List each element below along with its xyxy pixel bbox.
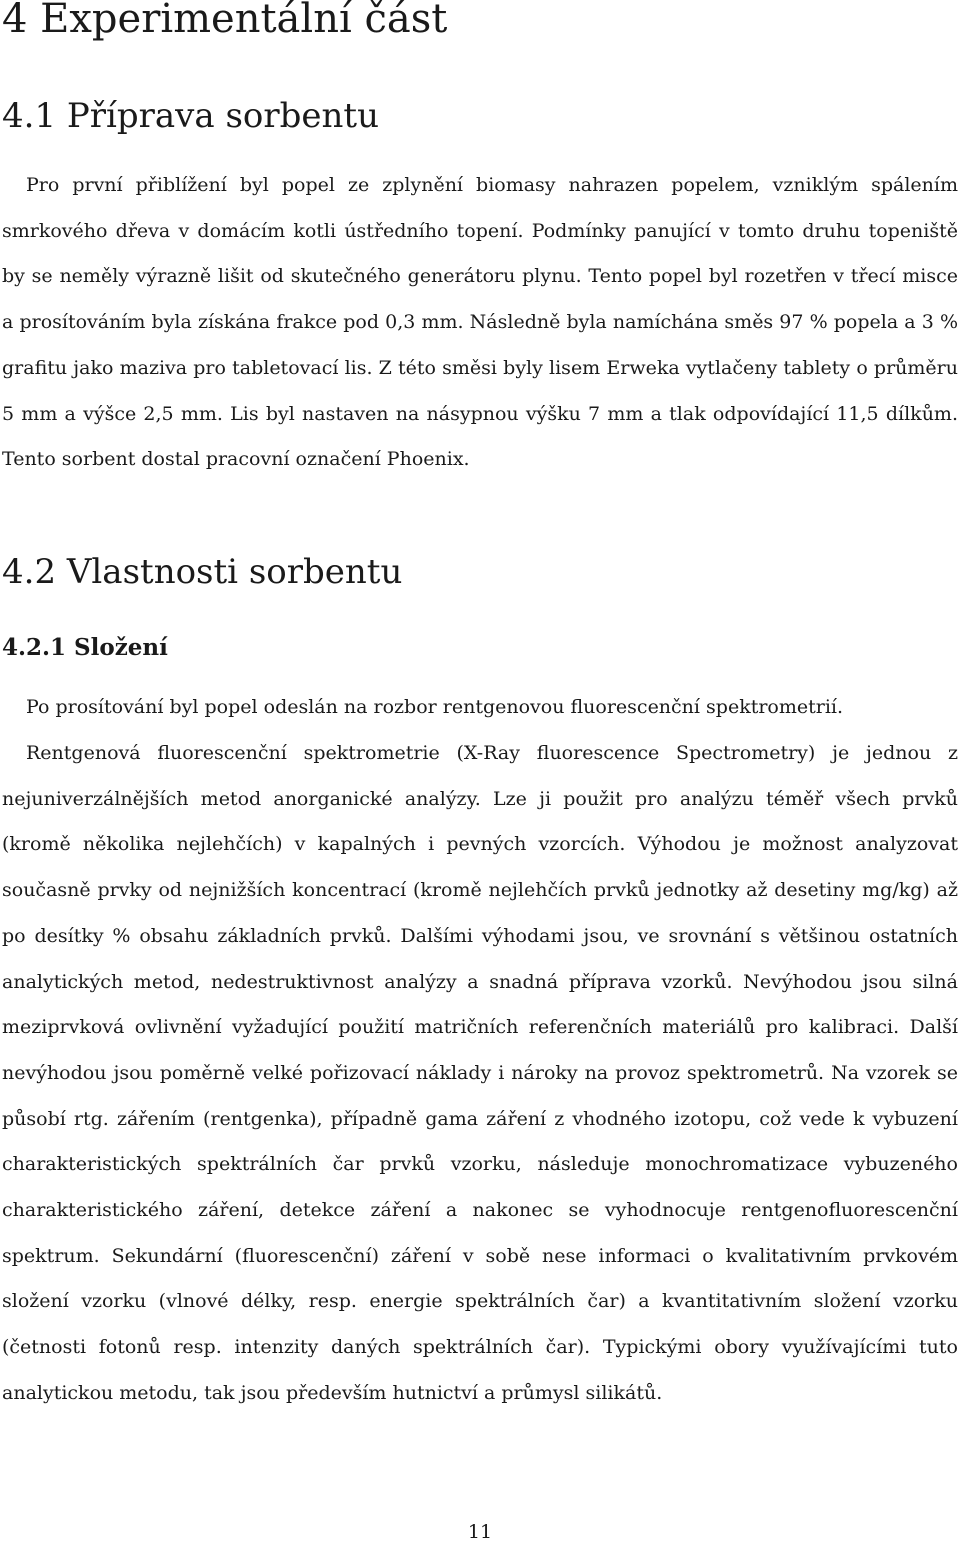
paragraph-sorbent-preparation: Pro první přiblížení byl popel ze zplynění biomasy nahrazen popelem, vzniklým spálením smrkového dřeva v domácím kotli ústředního topení. Podmínky panující v tomto druhu topeniště by se neměly výrazně lišit od skutečného generátoru plynu. Tento popel byl rozetřen v třecí misce a prosítováním byla získána frakce pod 0,3 mm. Následně byla namíchána směs 97 % popela a 3 % grafitu jako maziva pro tabletovací lis. Z této směsi byly lisem Erweka vytlačeny tablety o průměru 5 mm a výšce 2,5 mm. Lis byl nastaven na násypnou výšku 7 mm a tlak odpovídající 11,5 dílkům. Tento sorbent dostal pracovní označení Phoenix. [2,174,958,471]
chapter-title: 4 Experimentální část [2,0,448,42]
paragraph-xrf-description: Rentgenová fluorescenční spektrometrie (X-Ray fluorescence Spectrometry) je jednou z nejuniverzálnějších metod anorganické analýzy. Lze ji použit pro analýzu téměř všech prvků (kromě několika nejlehčích) v kapalných i pevných vzorcích. Výhodou je možnost analyzovat současně prvky od nejnižších koncentrací (kromě nejlehčích prvků jednotky až desetiny mg/kg) až po desítky % obsahu základních prvků. Dalšími výhodami jsou, ve srovnání s většinou ostatních analytických metod, nedestruktivnost analýzy a snadná příprava vzorků. Nevýhodou jsou silná meziprvková ovlivnění vyžadující použití matričních referenčních materiálů pro kalibraci. Další nevýhodou jsou poměrně velké pořizovací náklady i nároky na provoz spektrometrů. Na vzorek se působí rtg. zářením (rentgenka), případně gama záření z vhodného izotopu, což vede k vybuzení charakteristických spektrálních čar prvků vzorku, následuje monochromatizace vybuzeného charakteristického záření, detekce záření a nakonec se vyhodnocuje rentgenofluorescenční spektrum. Sekundární (fluorescenční) záření v sobě nese informaci o kvalitativním prvkovém složení vzorku (vlnové délky, resp. energie spektrálních čar) a kvantitativním složení vzorku (četnosti fotonů resp. intenzity daných spektrálních čar). Typickými obory využívajícími tuto analytickou metodu, tak jsou především hutnictví a průmysl silikátů. [2,742,958,1404]
paragraph-sieving: Po prosítování byl popel odeslán na rozbor rentgenovou fluorescenční spektrometrií. [26,696,844,718]
subsection-title-4-2-1: 4.2.1 Složení [2,634,168,661]
page-number: 11 [467,1521,493,1543]
section-title-4-1: 4.1 Příprava sorbentu [2,96,379,136]
section-title-4-2: 4.2 Vlastnosti sorbentu [2,552,403,592]
